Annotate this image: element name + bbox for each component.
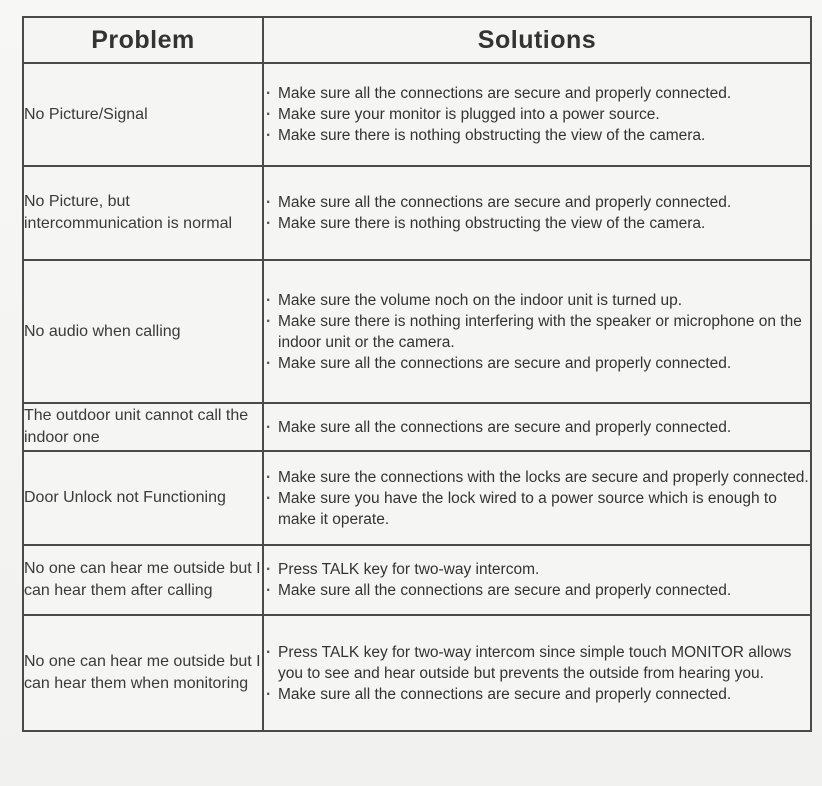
solution-item: · Make sure all the connections are secure and properly connected. [264,684,810,705]
solution-item: · Press TALK key for two-way intercom since simple touch MONITOR allows you to see and hear outside but prevents the outside from hearing you. [264,642,810,684]
solution-list [264,192,810,234]
solution-item: · Make sure there is nothing obstructing the view of the camera. [264,213,810,234]
solution-item: · Make sure all the connections are secure and properly connected. [264,192,810,213]
solution-item: · Make sure all the connections are secure and properly connected. [264,353,810,374]
problem-cell: The outdoor unit cannot call the indoor one [23,403,263,451]
solution-item: · Make sure all the connections are secure and properly connected. [264,83,810,104]
solution-cell [263,260,811,403]
solution-cell [263,403,811,451]
solution-list [264,83,810,146]
problem-cell: No one can hear me outside but I can hear them when monitoring [23,615,263,731]
solution-item: · Make sure your monitor is plugged into a power source. [264,104,810,125]
table-row [23,451,811,545]
table-row [23,615,811,731]
problem-column-header: Problem [23,17,263,63]
solution-list [264,559,810,601]
table-row [23,260,811,403]
solution-list [264,642,810,705]
solution-cell [263,166,811,260]
solution-item: · Make sure all the connections are secure and properly connected. [264,580,810,601]
solutions-column-header: Solutions [263,17,811,63]
table-header-row [23,17,811,63]
solution-item: · Make sure the volume noch on the indoor unit is turned up. [264,290,810,311]
table-row [23,166,811,260]
problem-cell: Door Unlock not Functioning [23,451,263,545]
problem-cell: No Picture/Signal [23,63,263,166]
solution-item: · Make sure the connections with the locks are secure and properly connected. [264,467,810,488]
solution-cell [263,63,811,166]
problem-cell: No audio when calling [23,260,263,403]
solution-list [264,417,810,438]
solution-item: · Press TALK key for two-way intercom. [264,559,810,580]
problem-cell: No Picture, but intercommunication is normal [23,166,263,260]
solution-cell [263,451,811,545]
solution-cell [263,615,811,731]
solution-list [264,290,810,374]
table-row [23,63,811,166]
solution-item: · Make sure there is nothing obstructing the view of the camera. [264,125,810,146]
table-row [23,403,811,451]
table-row [23,545,811,615]
solution-cell [263,545,811,615]
solution-item: · Make sure there is nothing interfering with the speaker or microphone on the indoor unit or the camera. [264,311,810,353]
solution-list [264,467,810,530]
solution-item: · Make sure you have the lock wired to a power source which is enough to make it operate. [264,488,810,530]
problem-cell: No one can hear me outside but I can hear them after calling [23,545,263,615]
solution-item: · Make sure all the connections are secure and properly connected. [264,417,810,438]
troubleshooting-table [22,16,812,732]
